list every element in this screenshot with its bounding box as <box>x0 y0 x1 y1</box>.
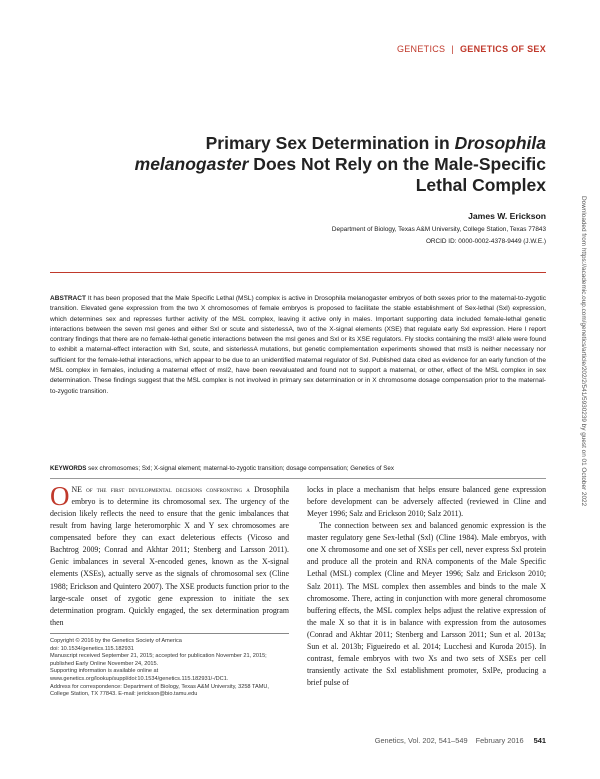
affiliation-line: Department of Biology, Texas A&M University, College Station, Texas 77843 <box>331 226 546 233</box>
title-italic-species: melanogaster <box>134 154 249 174</box>
page-number: 541 <box>533 736 546 745</box>
drop-cap: O <box>50 481 70 511</box>
download-sidebar[interactable]: Downloaded from https://academic.oup.com/genetics/article/202/2/541/5930239 by guest on 01 October 2022 <box>580 196 587 507</box>
footer-citation: Genetics, Vol. 202, 541–549 <box>374 736 468 745</box>
journal-header <box>397 44 546 54</box>
orcid-line[interactable]: ORCID ID: 0000-0002-4378-9449 (J.W.E.) <box>425 238 546 245</box>
footnote-copyright: Copyright © 2016 by the Genetics Society of America <box>50 638 182 644</box>
title-part-2: Does Not Rely on the Male-Specific Lethal Complex <box>248 154 546 195</box>
header-separator: | <box>451 44 454 54</box>
footnote-doi[interactable]: doi: 10.1534/genetics.115.182931 <box>50 645 134 652</box>
author-name: James W. Erickson <box>468 211 546 221</box>
journal-name: GENETICS <box>396 44 446 54</box>
body-column-left <box>50 481 289 629</box>
abstract-text: It has been proposed that the Male Specific Lethal (MSL) complex is active in Drosophila melanogaster embryos of both sexes prior to the maternal-to-zygotic transition. Elevated gene expression from the two X chromosomes of female embryos is proposed to facilitate the stable establishment of Sex-lethal (Sxl) expression, which determines sex and represses further activity of the MSL complex, leaving it active only in males. Important supporting data included female-lethal genetic interactions between the seven msl genes and either Sxl or scute and sisterlessA, two of the X-signal elements (XSE) that regulate early Sxl expression. Here I report contrary findings that there are no female-lethal genetic interactions between the msl genes and Sxl or its XSE regulators. Fly stocks containing the msl3¹ allele were found to exhibit a maternal-effect interaction with Sxl, scute, and sisterlessA mutations, but genetic complementation experiments showed that msl3 is neither necessary nor sufficient for the female-lethal interactions, which appear to be due to an unidentified maternal regulator of Sxl. Published data cited as evidence for an early function of the MSL complex in females, including a maternal effect of msl2, have been reevaluated and found not to support a maternal, or other, effect of the MSL complex in sex determination. These findings suggest that the MSL complex is not involved in primary sex determination or in X chromosome dosage compensation prior to the maternal-to-zygotic transition. <box>50 295 546 395</box>
abstract <box>50 294 546 397</box>
footnote-manuscript-dates: Manuscript received September 21, 2015; accepted for publication November 21, 2015; published Early Online November 24, 2015. <box>50 653 267 667</box>
keywords-text: sex chromosomes; Sxl; X-signal element; maternal-to-zygotic transition; dosage compensation; Genetics of Sex <box>86 465 394 472</box>
body-paragraph: The connection between sex and balanced genomic expression is the master regulatory gene Sex-lethal (Sxl) (Cline 1984). Male embryos, with one X chromosome and one set of XSEs per cell, never express Sxl protein and produce all the protein and RNA components of the Male Specific Lethal (MSL) complex (Cline and Meyer 1996; Salz and Erickson 2010; Salz 2011). The MSL complex then assembles and binds to the male X chromosome. There, acting in conjunction with more general chromosome buffering effects, the MSL complex helps adjust the relative expression of the male X so that it is in balance with expression from the autosomes (Conrad and Akhtar 2011; Stenberg and Larsson 2011; Sun et al. 2013a; Sun et al. 2013b; Figueiredo et al. 2014; Lucchesi and Kuroda 2015). In contrast, female embryos with two Xs and two sets of XSEs per cell transiently activate the Sxl establishment promoter, SxlPe, producing a brief pulse of <box>307 521 546 687</box>
lead-in: NE of the first developmental decisions confronting a <box>71 485 250 494</box>
footnote-correspondence: Address for correspondence: Department of Biology, Texas A&M University, 3258 TAMU, College Station, TX 77843. E-mail: jerickson@bio.tamu.edu <box>50 683 269 698</box>
body-paragraph: Drosophila embryo is to determine its chromosomal sex. The urgency of the decision likely reflects the need to ensure that the genic imbalances that result from having large heteromorphic X and Y sex chromosomes are compensated before they can exact deleterious effects (Vicoso and Bachtrog 2009; Conrad and Akhtar 2011; Stenberg and Larsson 2011). Genic imbalances in several X-encoded genes, known as the X-signal elements (XSEs), actually serve as the signals of chromosomal sex (Cline 1988; Erickson and Quintero 2007). The XSE products function prior to the large-scale onset of zygotic gene expression to initiate the sex determination program. Quickly engaged, the sex determination program then <box>50 485 289 627</box>
body-paragraph: locks in place a mechanism that helps ensure balanced gene expression before development can be adversely affected (reviewed in Cline and Meyer 1996; Salz and Erickson 2010; Salz 2011). <box>307 485 546 519</box>
abstract-divider <box>50 478 546 479</box>
keywords-label: KEYWORDS <box>50 465 87 472</box>
body-column-right <box>307 484 546 689</box>
page-footer <box>375 736 546 745</box>
keywords <box>50 464 546 474</box>
section-name: GENETICS OF SEX <box>459 44 546 54</box>
author-affiliation <box>332 224 546 248</box>
footer-date: February 2016 <box>475 736 524 745</box>
abstract-label: ABSTRACT <box>50 295 87 302</box>
title-part-1: Primary Sex Determination in <box>205 133 455 153</box>
footnote-divider <box>50 633 289 634</box>
article-title <box>126 133 546 196</box>
footnotes <box>50 638 289 699</box>
footnote-supporting-info[interactable]: Supporting information is available online at www.genetics.org/lookup/suppl/doi:10.1534/genetics.115.182931/-/DC1. <box>50 668 229 682</box>
title-divider <box>50 272 546 273</box>
title-italic-genus: Drosophila <box>454 133 546 153</box>
